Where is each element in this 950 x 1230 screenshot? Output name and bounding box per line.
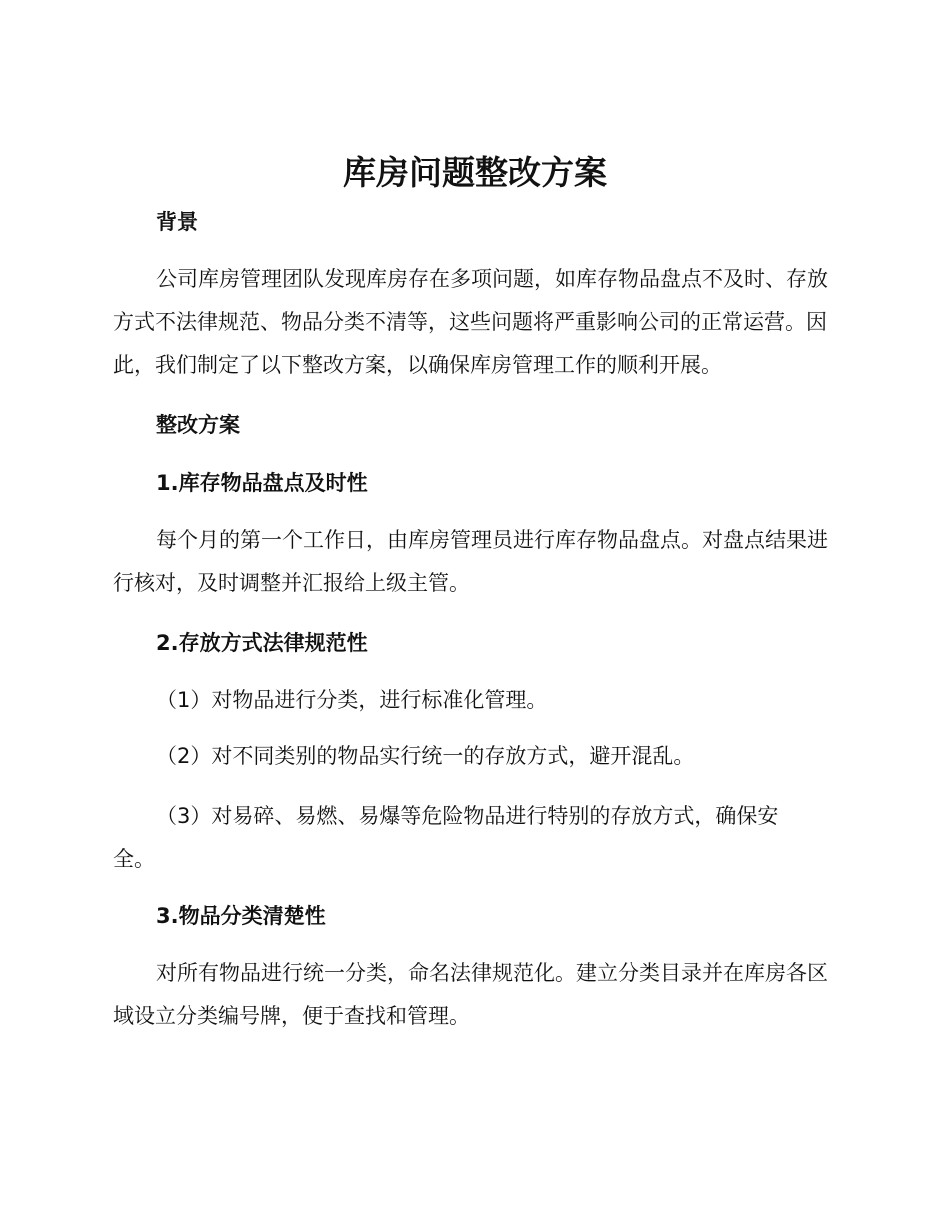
item2-heading: 2.存放方式法律规范性: [156, 631, 368, 655]
item2-point: （3）对易碎、易燃、易爆等危险物品进行特别的存放方式，确保安全。: [113, 804, 779, 871]
item2-point: （2）对不同类别的物品实行统一的存放方式，避开混乱。: [156, 744, 695, 768]
background-paragraph: 公司库房管理团队发现库房存在多项问题，如库存物品盘点不及时、存放方式不法律规范、物品分类不清等，这些问题将严重影响公司的正常运营。因此，我们制定了以下整改方案，以确保库房管理工作的顺利开展。: [113, 267, 828, 377]
item3-paragraph: 对所有物品进行统一分类，命名法律规范化。建立分类目录并在库房各区域设立分类编号牌，便于查找和管理。: [113, 961, 828, 1028]
plan-heading: 整改方案: [156, 413, 240, 437]
item1-heading: 1.库存物品盘点及时性: [156, 471, 368, 495]
item2-point: （1）对物品进行分类，进行标准化管理。: [156, 688, 548, 712]
item3-heading: 3.物品分类清楚性: [156, 904, 326, 928]
background-heading: 背景: [156, 210, 198, 234]
item1-paragraph: 每个月的第一个工作日，由库房管理员进行库存物品盘点。对盘点结果进行核对，及时调整并汇报给上级主管。: [113, 528, 828, 595]
document-title: 库房问题整改方案: [343, 153, 607, 192]
